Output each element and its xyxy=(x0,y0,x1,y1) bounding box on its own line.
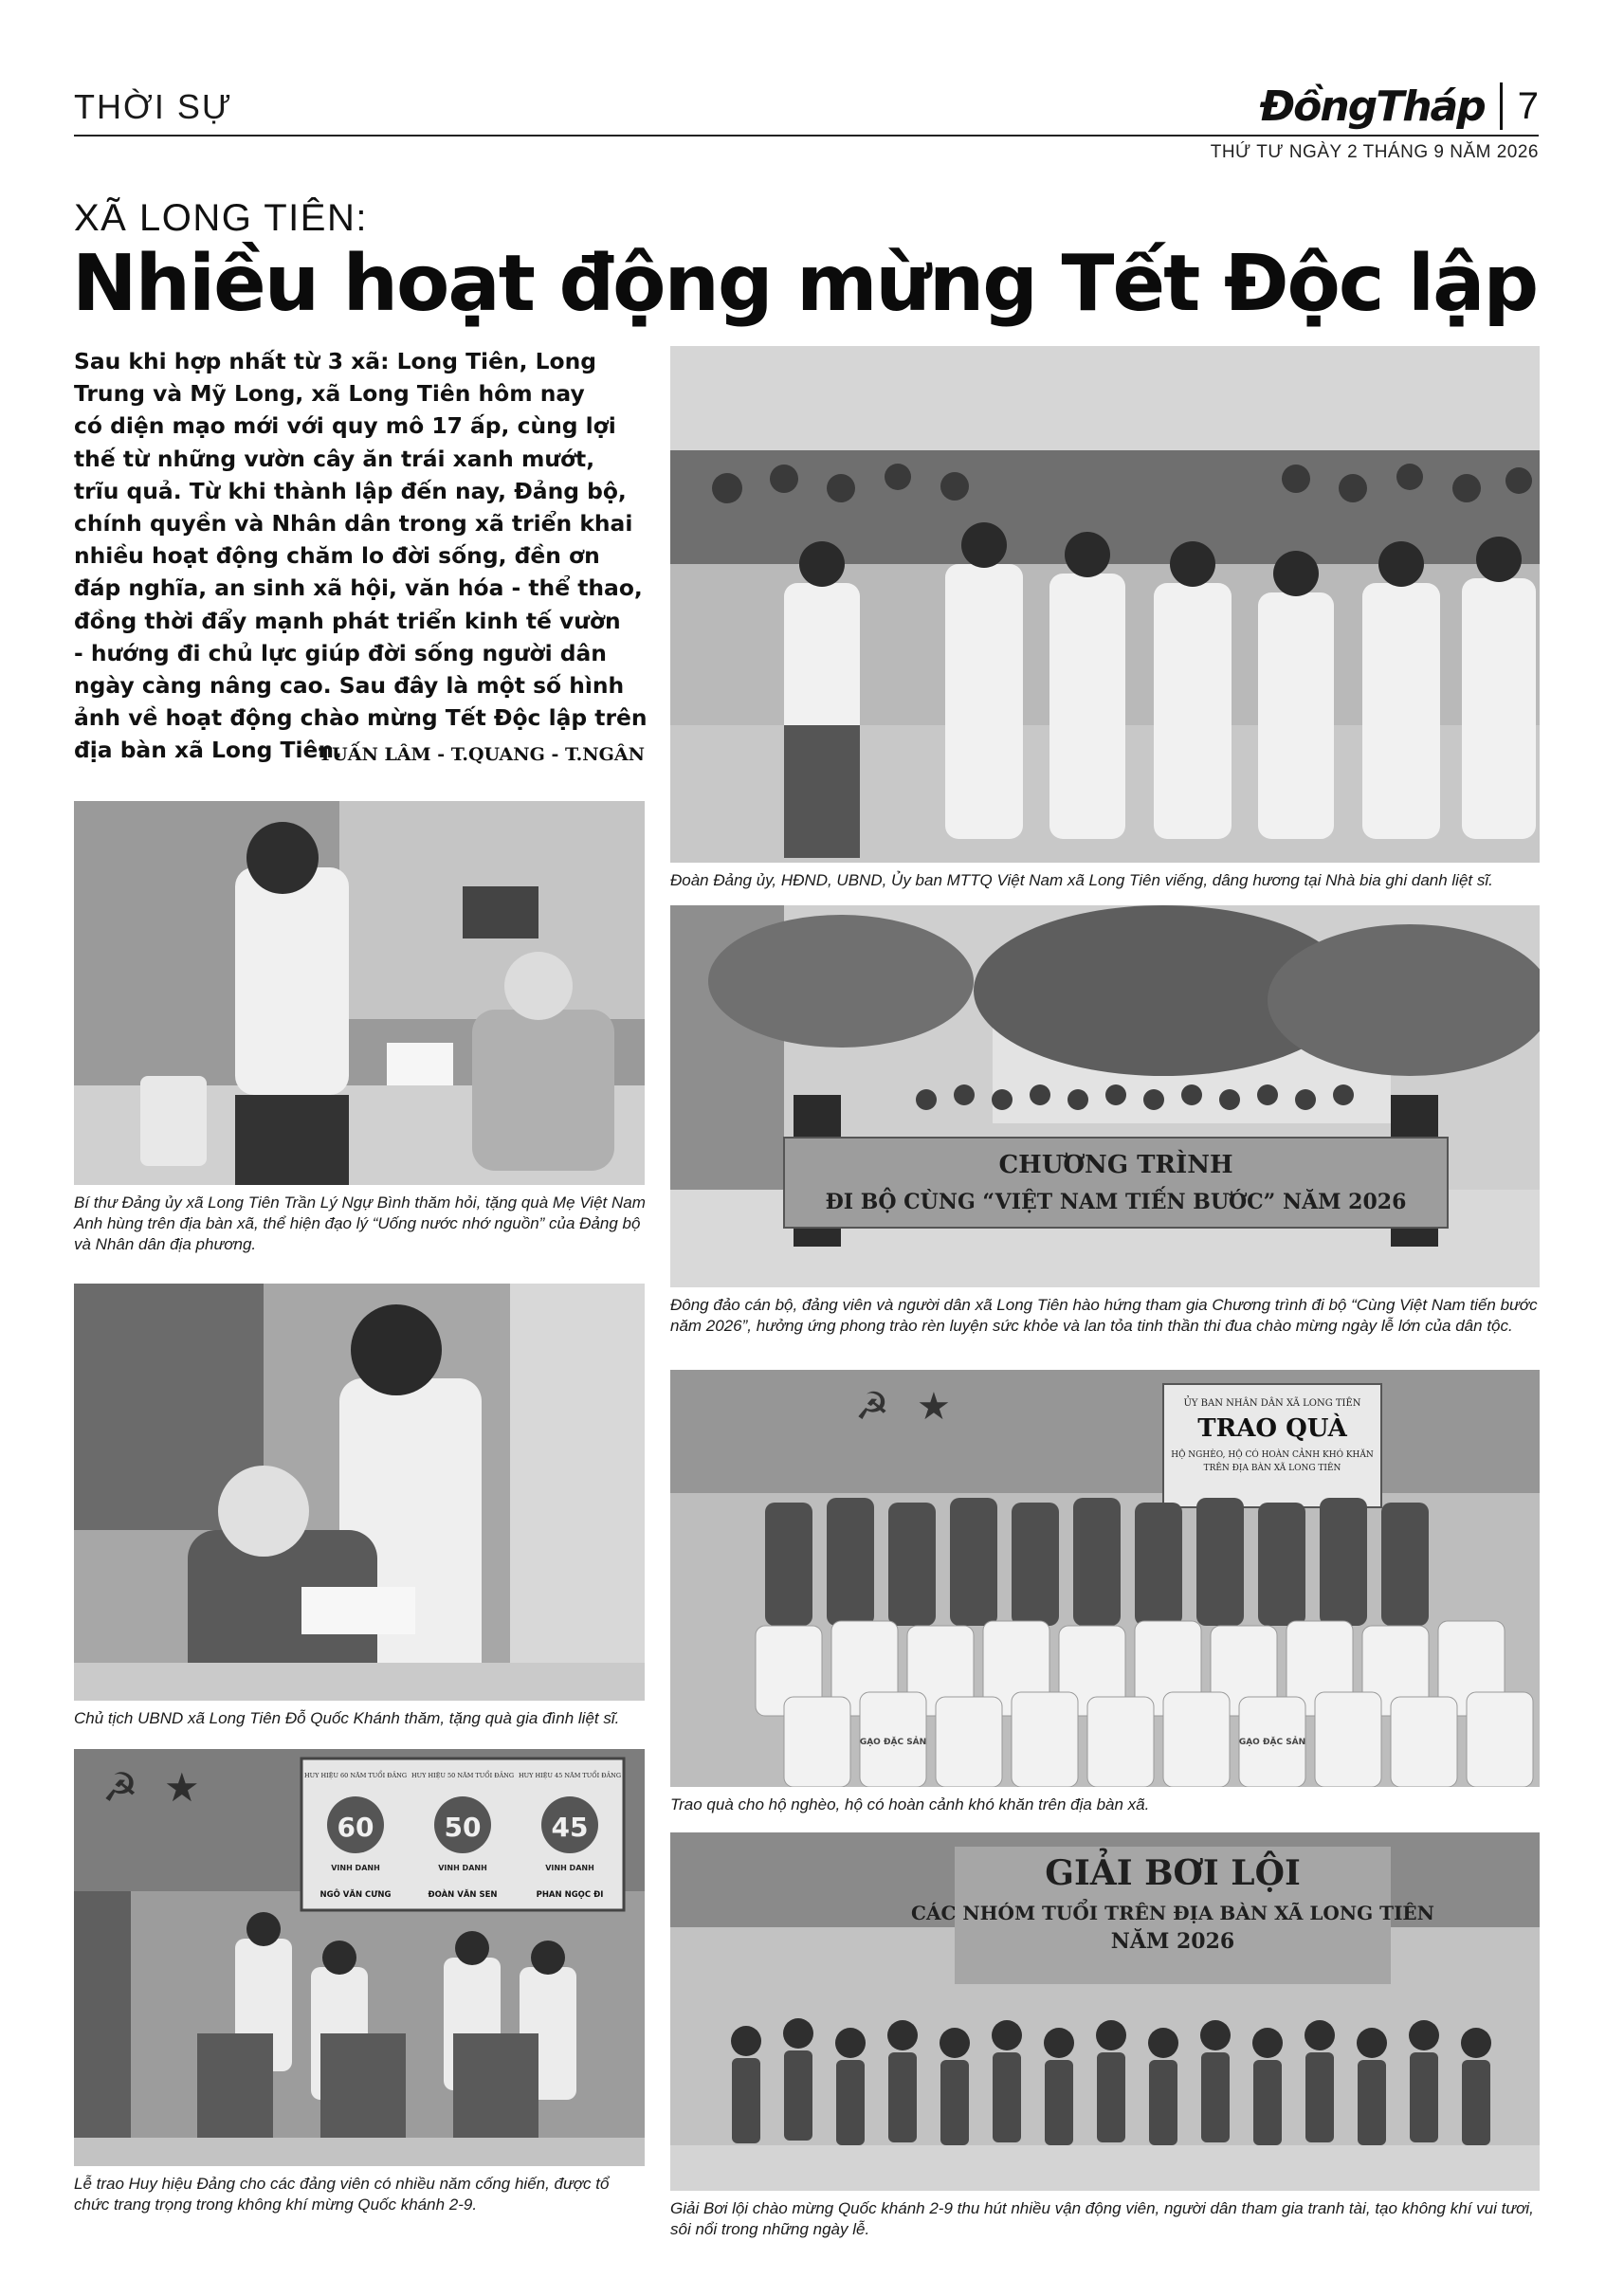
gift-board-title: TRAO QUÀ xyxy=(1197,1414,1347,1443)
walking-banner-title: CHƯƠNG TRÌNH xyxy=(998,1151,1233,1179)
badge-screen-number: 45 xyxy=(551,1812,589,1843)
section-label: THỜI SỰ xyxy=(74,87,233,126)
article-headline: Nhiều hoạt động mừng Tết Độc lập xyxy=(72,239,1538,329)
article-byline: TUẤN LÂM - T.QUANG - T.NGÂN xyxy=(319,744,645,765)
swim-banner-subtitle: CÁC NHÓM TUỔI TRÊN ĐỊA BÀN XÃ LONG TIÊN xyxy=(911,1902,1434,1924)
masthead xyxy=(1260,82,1539,131)
article-lead xyxy=(74,345,652,767)
photo-visit-martyr-family xyxy=(74,1284,645,1701)
badge-screen-honor: VINH DANH xyxy=(545,1864,594,1872)
lead-line: đồng thời đẩy mạnh phát triển kinh tế vườn xyxy=(74,607,621,634)
badge-screen-honor: VINH DANH xyxy=(331,1864,380,1872)
walking-banner-subtitle: ĐI BỘ CÙNG “VIỆT NAM TIẾN BƯỚC” NĂM 2026 xyxy=(825,1190,1407,1214)
badge-screen-title: HUY HIỆU 60 NĂM TUỔI ĐẢNG xyxy=(303,1772,408,1779)
badge-screen-name: NGÔ VĂN CƯNG xyxy=(319,1890,392,1900)
newspaper-logo: ĐồngTháp xyxy=(1259,82,1485,131)
photo-incense-ceremony xyxy=(670,346,1540,863)
badge-screen-title: HUY HIỆU 50 NĂM TUỔI ĐẢNG xyxy=(411,1772,515,1779)
header-rule xyxy=(74,135,1539,137)
lead-line: trĩu quả. Từ khi thành lập đến nay, Đảng bộ, xyxy=(74,477,627,504)
gift-board-line: TRÊN ĐỊA BÀN XÃ LONG TIÊN xyxy=(1203,1464,1341,1473)
lead-line: Sau khi hợp nhất từ 3 xã: Long Tiên, Long xyxy=(74,348,596,374)
swim-banner-title: GIẢI BƠI LỘI xyxy=(1045,1853,1301,1893)
photo-caption: Lễ trao Huy hiệu Đảng cho các đảng viên có nhiều năm cống hiến, được tổ chức trang trọng trong không khí mừng Quốc khánh 2-9. xyxy=(74,2175,610,2214)
issue-date: THỨ TƯ NGÀY 2 THÁNG 9 NĂM 2026 xyxy=(1210,142,1539,162)
star-icon: ★ xyxy=(164,1764,200,1811)
photo-caption xyxy=(670,1295,1540,1337)
lead-line: Trung và Mỹ Long, xã Long Tiên hôm nay xyxy=(74,380,585,408)
lead-line: đáp nghĩa, an sinh xã hội, văn hóa - thể thao, xyxy=(74,574,643,602)
lead-line: - hướng đi chủ lực giúp đời sống người dân xyxy=(74,639,607,666)
photo-caption: Chủ tịch UBND xã Long Tiên Đỗ Quốc Khánh thăm, tặng quà gia đình liệt sĩ. xyxy=(74,1709,620,1727)
badge-screen-name: ĐOÀN VĂN SEN xyxy=(428,1890,498,1900)
photo-caption: Đoàn Đảng ủy, HĐND, UBND, Ủy ban MTTQ Việt Nam xã Long Tiên viếng, dâng hương tại Nhà bia ghi danh liệt sĩ. xyxy=(670,871,1493,889)
badge-screen-name: PHAN NGỌC ĐI xyxy=(536,1890,604,1900)
badge-screen-title: HUY HIỆU 45 NĂM TUỔI ĐẢNG xyxy=(518,1772,622,1779)
article-kicker: XÃ LONG TIÊN: xyxy=(74,197,368,239)
rice-sack-label: GẠO ĐẶC SẢN xyxy=(859,1738,927,1747)
swim-banner-year: NĂM 2026 xyxy=(1110,1929,1235,1954)
hammer-sickle-icon: ☭ xyxy=(855,1385,889,1429)
lead-line: có diện mạo mới với quy mô 17 ấp, cùng lợi xyxy=(74,412,616,440)
photo-caption: Bí thư Đảng ủy xã Long Tiên Trần Lý Ngự Bình thăm hỏi, tặng quà Mẹ Việt Nam Anh hùng trên địa bàn xã, thể hiện đạo lý “Uống nước nhớ nguồn” của Đảng bộ và Nhân dân địa phương. xyxy=(74,1194,646,1253)
page-number: 7 xyxy=(1517,84,1539,127)
caption-text: Đông đảo cán bộ, đảng viên và người dân xã Long Tiên hào hứng tham gia Chương trình đi bộ “Cùng Việt Nam tiến bước năm 2026”, hưởng ứng phong trào rèn luyện sức khỏe và lan tỏa tinh thần thi đua chào mừng ngày lễ lớn của dân tộc. xyxy=(670,1296,1538,1335)
gift-board-line: HỘ NGHÈO, HỘ CÓ HOÀN CẢNH KHÓ KHĂN xyxy=(1171,1450,1374,1460)
badge-screen-honor: VINH DANH xyxy=(438,1864,487,1872)
badge-screen-number: 60 xyxy=(337,1812,374,1843)
lead-line: địa bàn xã Long Tiên. xyxy=(74,737,342,764)
photo-party-badge-ceremony xyxy=(74,1749,645,2166)
photo-caption: Trao quà cho hộ nghèo, hộ có hoàn cảnh khó khăn trên địa bàn xã. xyxy=(670,1795,1150,1813)
photo-gift-poor-households xyxy=(670,1370,1540,1787)
lead-line: chính quyền và Nhân dân trong xã triển khai xyxy=(74,510,633,538)
lead-line: ngày càng nâng cao. Sau đây là một số hình xyxy=(74,672,625,700)
photo-caption: Giải Bơi lội chào mừng Quốc khánh 2-9 thu hút nhiều vận động viên, người dân tham gia tranh tài, tạo không khí vui tươi, sôi nổi trong những ngày lễ. xyxy=(670,2199,1534,2238)
photo-visit-heroic-mother xyxy=(74,801,645,1185)
star-icon: ★ xyxy=(917,1385,951,1429)
photo-walking-program xyxy=(670,905,1540,1287)
masthead-divider xyxy=(1500,82,1503,130)
badge-screen-number: 50 xyxy=(444,1812,482,1843)
gift-board-header: ỦY BAN NHÂN DÂN XÃ LONG TIÊN xyxy=(1183,1398,1361,1409)
photo-swimming-competition xyxy=(670,1832,1540,2191)
lead-line: thế từ những vườn cây ăn trái xanh mướt, xyxy=(74,445,595,472)
lead-line: ảnh về hoạt động chào mừng Tết Độc lập trên xyxy=(74,704,648,732)
hammer-sickle-icon: ☭ xyxy=(102,1764,138,1811)
lead-line: nhiều hoạt động chăm lo đời sống, đền ơn xyxy=(74,542,600,570)
rice-sack-label: GẠO ĐẶC SẢN xyxy=(1238,1738,1306,1747)
